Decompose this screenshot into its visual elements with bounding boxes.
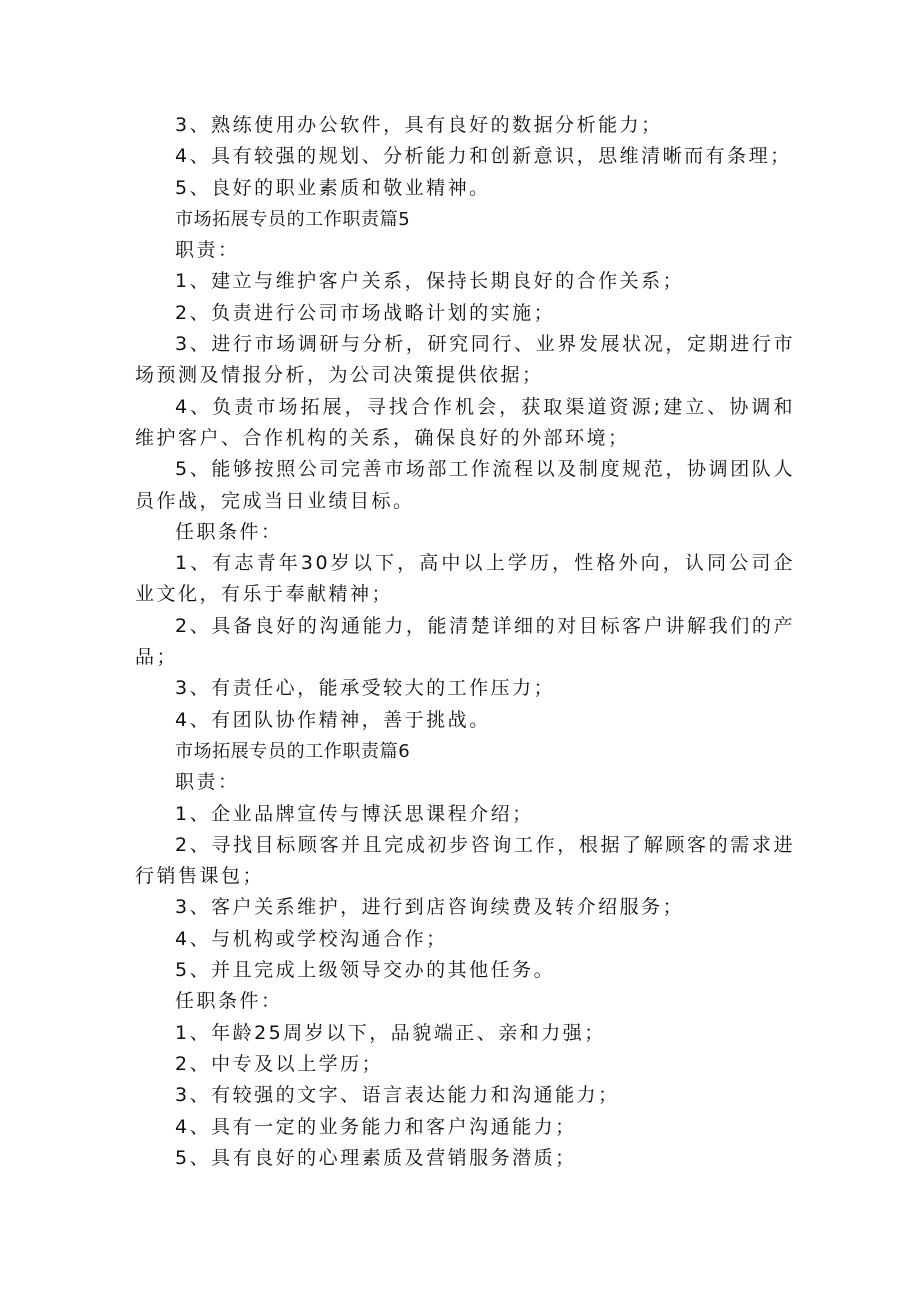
document-body: [135, 110, 795, 1174]
list-item: 4、具有一定的业务能力和客户沟通能力；: [175, 1115, 577, 1138]
list-item: 5、良好的职业素质和敬业精神。: [175, 176, 491, 199]
section-title: 市场拓展专员的工作职责篇6: [175, 740, 411, 762]
list-item: 2、寻找目标顾客并且完成初步咨询工作，根据了解顾客的需求进行销售课包；: [135, 833, 795, 888]
list-item: 4、负责市场拓展，寻找合作机会，获取渠道资源;建立、协调和维护客户、合作机构的关系，确保良好的外部环境；: [135, 395, 795, 449]
duties-label: 职责：: [175, 771, 240, 794]
list-item: 3、有责任心，能承受较大的工作压力；: [175, 677, 556, 700]
list-item: 4、有团队协作精神，善于挑战。: [175, 708, 491, 731]
list-item: 1、建立与维护客户关系，保持长期良好的合作关系；: [175, 270, 685, 293]
list-item: 1、企业品牌宣传与博沃思课程介绍；: [175, 802, 534, 825]
list-item: 2、中专及以上学历；: [175, 1052, 384, 1075]
list-item: 3、进行市场调研与分析，研究同行、业界发展状况，定期进行市场预测及情报分析，为公司决策提供依据；: [135, 333, 795, 387]
list-item: 1、年龄25周岁以下，品貌端正、亲和力强；: [175, 1021, 606, 1044]
list-item: 3、有较强的文字、语言表达能力和沟通能力；: [175, 1084, 620, 1107]
list-item: 5、具有良好的心理素质及营销服务潜质；: [175, 1146, 577, 1169]
list-item: 1、有志青年30岁以下，高中以上学历，性格外向，认同公司企业文化，有乐于奉献精神；: [135, 552, 795, 606]
duties-label: 职责：: [175, 239, 240, 262]
list-item: 2、具备良好的沟通能力，能清楚详细的对目标客户讲解我们的产品；: [135, 614, 795, 669]
list-item: 4、与机构或学校沟通合作；: [175, 927, 448, 950]
list-item: 3、客户关系维护，进行到店咨询续费及转介绍服务；: [175, 896, 685, 919]
list-item: 2、负责进行公司市场战略计划的实施；: [175, 301, 556, 324]
list-item: 4、具有较强的规划、分析能力和创新意识，思维清晰而有条理；: [175, 145, 792, 168]
requirements-label: 任职条件：: [175, 990, 283, 1013]
requirements-label: 任职条件：: [175, 520, 283, 543]
section-title: 市场拓展专员的工作职责篇5: [175, 208, 411, 230]
list-item: 3、熟练使用办公软件，具有良好的数据分析能力；: [175, 114, 663, 136]
list-item: 5、能够按照公司完善市场部工作流程以及制度规范，协调团队人员作战，完成当日业绩目标。: [135, 458, 795, 512]
list-item: 5、并且完成上级领导交办的其他任务。: [175, 959, 556, 982]
